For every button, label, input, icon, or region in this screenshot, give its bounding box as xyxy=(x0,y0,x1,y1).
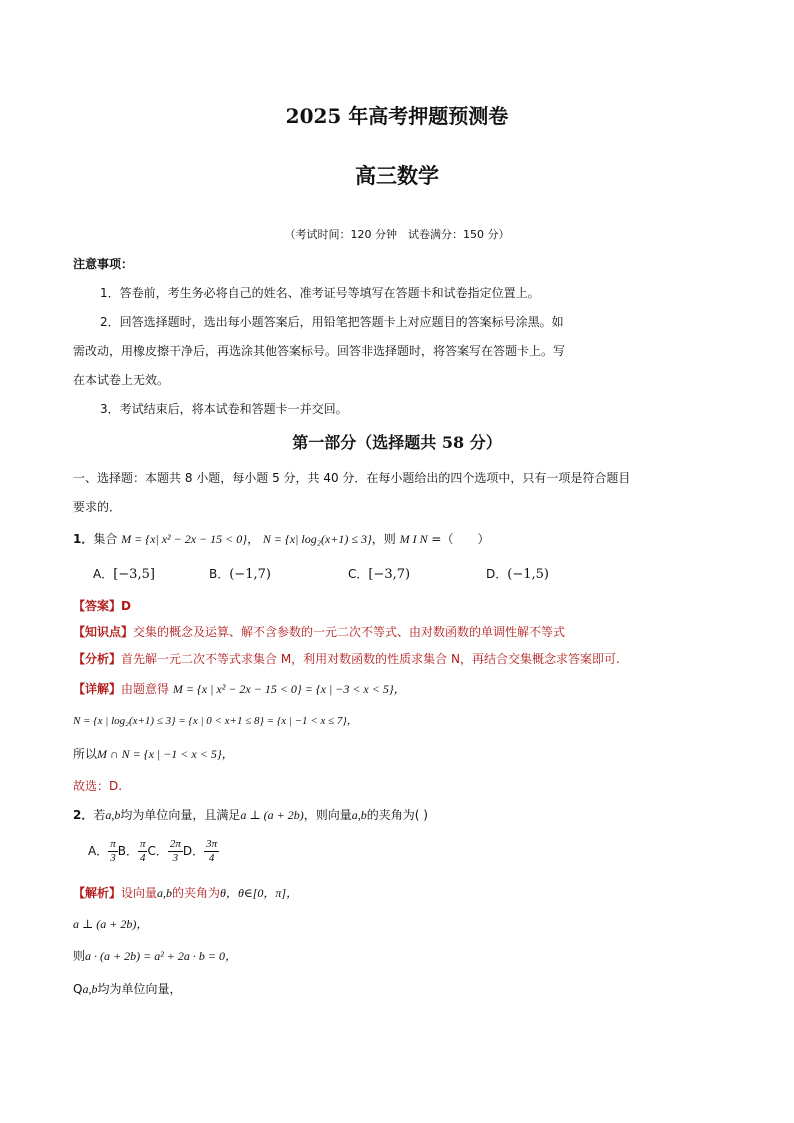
q2-analysis xyxy=(73,884,298,901)
q1-stem-c: =（ ） xyxy=(431,532,490,546)
detail-so-prefix: 所以 xyxy=(73,747,98,761)
q2-line4-vectors: a,b xyxy=(82,982,98,996)
q1-number: 1． xyxy=(73,532,94,546)
q1-detail-so xyxy=(73,745,234,762)
notice-item-2-end: 在本试卷上无效。 xyxy=(73,373,170,387)
q2-line3 xyxy=(73,947,237,964)
q1-sep: ， xyxy=(247,532,260,546)
q2-option-b-frac: $\frac{\pi}{4}$ xyxy=(139,838,146,864)
detail-set-n: N = {x | log₂(x+1) ≤ 3} = {x | 0 < x+1 ≤ 8} = {x | −1 < x ≤ 7}， xyxy=(73,715,358,727)
q1-knowledge xyxy=(73,623,565,640)
q1-set-n: N = {x| log₂(x+1) ≤ 3} xyxy=(262,532,372,546)
q2-analysis-vectors: a,b xyxy=(157,886,173,900)
q1-analysis xyxy=(73,650,620,667)
q1-detail xyxy=(73,680,406,697)
q2-option-a-frac: $\frac{\pi}{3}$ xyxy=(110,838,116,864)
q2-option-c-label: C． xyxy=(147,844,168,858)
q2-option-b-label: B． xyxy=(117,844,138,858)
detail-set-m: M = {x | x² − 2x − 15 < 0} = {x | −3 < x < 5}， xyxy=(172,682,406,696)
q2-option-d-label: D． xyxy=(182,844,205,858)
q2-number: 2． xyxy=(73,808,94,822)
q2-analysis-b: 的夹角为 xyxy=(172,886,221,900)
q1-set-m: M = {x| x² − 2x − 15 < 0} xyxy=(121,532,248,546)
q1-option-a xyxy=(93,565,155,582)
q1-answer xyxy=(73,597,131,614)
q1-choose: 故选：D. xyxy=(73,779,123,793)
section-intro-line2: 要求的． xyxy=(73,500,122,514)
q1-option-c xyxy=(348,565,410,582)
q1-expr: M I N xyxy=(399,532,428,546)
q2-options xyxy=(88,838,219,865)
q2-condition: a ⊥ (a + 2b) xyxy=(240,808,304,822)
subject-title: 高三数学 xyxy=(355,163,439,188)
q1-stem-b: ，则 xyxy=(371,532,396,546)
q1-option-c-label: C． xyxy=(348,567,369,581)
q2-stem-c: ，则向量 xyxy=(303,808,352,822)
analysis-text: 首先解一元二次不等式求集合 M，利用对数函数的性质求集合 N，再结合交集概念求答案即可. xyxy=(121,652,620,666)
q2-line4 xyxy=(73,980,181,997)
analysis-tag: 【分析】 xyxy=(73,652,122,666)
q1-stem xyxy=(73,530,489,547)
notice-item-2-cont: 需改动，用橡皮擦干净后，再选涂其他答案标号。回答非选择题时，将答案写在答题卡上。写 xyxy=(73,344,566,358)
q2-vectors: a,b xyxy=(105,808,121,822)
q2-stem-d: 的夹角为( ) xyxy=(366,808,428,822)
detail-so-expr: M ∩ N = {x | −1 < x < 5}， xyxy=(97,747,234,761)
q1-option-b xyxy=(209,565,271,582)
q2-line3-expr: a · (a + 2b) = a² + 2a · b = 0， xyxy=(85,949,237,963)
q1-stem-a: 集合 xyxy=(93,532,118,546)
answer-value: D xyxy=(121,599,131,613)
q2-line3-prefix: 则 xyxy=(73,949,86,963)
q2-stem-a: 若 xyxy=(93,808,106,822)
q2-stem-b: 均为单位向量，且满足 xyxy=(120,808,241,822)
q1-option-b-label: B． xyxy=(209,567,230,581)
detail-tag: 【详解】 xyxy=(73,682,122,696)
q2-line2 xyxy=(73,915,148,932)
q1-option-d xyxy=(486,565,549,582)
notice-item-1: 1．答卷前，考生务必将自己的姓名、准考证号等填写在答题卡和试卷指定位置上。 xyxy=(100,286,540,300)
section-title: 第一部分（选择题共 58 分） xyxy=(292,433,502,452)
q2-line4-suffix: 均为单位向量， xyxy=(97,982,182,996)
knowledge-tag: 【知识点】 xyxy=(73,625,134,639)
q2-theta: θ，θ∈[0，π]， xyxy=(220,886,299,900)
section-intro-line1: 一、选择题：本题共 8 小题，每小题 5 分，共 40 分．在每小题给出的四个选项中，只有一项是符合题目 xyxy=(73,471,631,485)
q2-option-c-frac: $\frac{2\pi}{3}$ xyxy=(169,838,181,864)
q2-option-a-label: A． xyxy=(88,844,109,858)
q1-option-d-value: (−1,5) xyxy=(507,567,549,582)
q1-detail-n xyxy=(73,712,358,728)
notice-item-3: 3．考试结束后，将本试卷和答题卡一并交回。 xyxy=(100,402,348,416)
q1-option-c-value: [−3,7) xyxy=(368,567,411,582)
q2-line4-prefix: Q xyxy=(73,982,83,996)
notice-item-2: 2．回答选择题时，选出每小题答案后，用铅笔把答题卡上对应题目的答案标号涂黑。如 xyxy=(100,315,564,329)
exam-title: 2025 年高考押题预测卷 xyxy=(285,104,509,128)
detail-prefix: 由题意得 xyxy=(121,682,170,696)
q2-vectors-2: a,b xyxy=(351,808,367,822)
knowledge-text: 交集的概念及运算、解不含参数的一元二次不等式、由对数函数的单调性解不等式 xyxy=(133,625,566,639)
q1-option-b-value: (−1,7) xyxy=(229,567,271,582)
q2-stem xyxy=(73,806,428,823)
q2-analysis-a: 设向量 xyxy=(121,886,158,900)
exam-time-info: （考试时间：120 分钟 试卷满分：150 分） xyxy=(284,228,510,241)
q1-option-a-value: [−3,5] xyxy=(113,567,155,582)
answer-tag: 【答案】 xyxy=(73,599,122,613)
notice-heading: 注意事项： xyxy=(73,257,134,271)
q2-analysis-tag: 【解析】 xyxy=(73,886,122,900)
q2-line2-expr: a ⊥ (a + 2b)， xyxy=(73,917,149,931)
q1-option-d-label: D． xyxy=(486,567,508,581)
q1-option-a-label: A． xyxy=(93,567,114,581)
q2-option-d-frac: $\frac{3\pi}{4}$ xyxy=(206,838,218,864)
